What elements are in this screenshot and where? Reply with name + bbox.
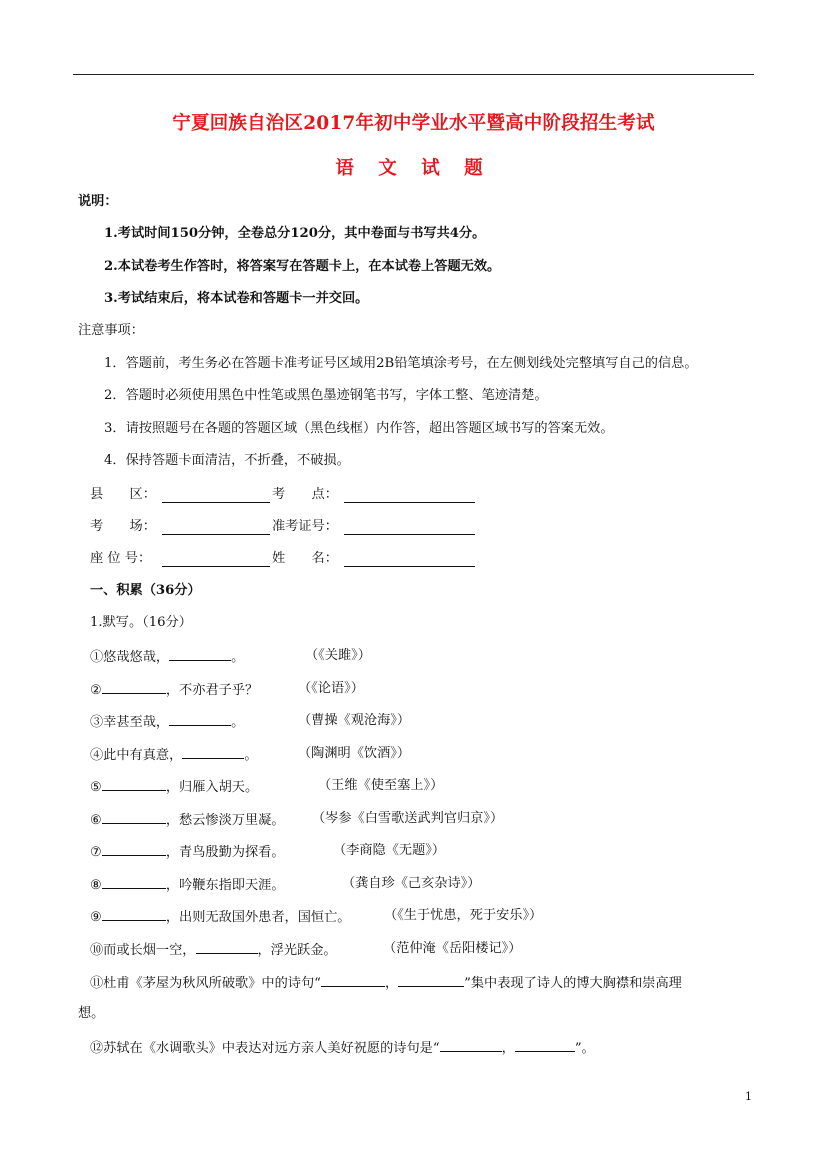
recite-item-3-source: （曹操《观沧海》） (298, 713, 411, 728)
seat-field[interactable] (162, 566, 270, 567)
recite-item-11-post: ”集中表现了诗人的博大胸襟和崇高理 (464, 976, 682, 991)
seat-label: 座 位 号： (90, 551, 152, 566)
recite-item-12-post: ”。 (574, 1041, 595, 1056)
recite-item-6-blank[interactable] (102, 810, 166, 824)
recite-item-7-source: （李商隐《无题》） (333, 843, 446, 858)
recite-item-8-blank[interactable] (102, 875, 166, 889)
recite-item-11-cont: 想。 (78, 1006, 105, 1021)
recite-item-6-pre: ⑥ (90, 813, 102, 828)
recite-item-1-source: （《关雎》） (305, 648, 371, 663)
recite-item-7-post: ，青鸟殷勤为探看。 (165, 845, 285, 860)
recite-item-4-pre: ④此中有真意， (90, 748, 183, 763)
recite-item-1 (90, 647, 244, 667)
site-label: 考 点： (272, 487, 338, 502)
recite-item-2 (90, 680, 258, 700)
room-field[interactable] (162, 534, 270, 535)
recite-item-6-post: ，愁云惨淡万里凝。 (165, 813, 285, 828)
recite-item-11-blank-2[interactable] (398, 973, 464, 987)
page-number: 1 (745, 1090, 752, 1103)
recite-item-3-blank[interactable] (169, 712, 231, 726)
recite-item-5-blank[interactable] (102, 777, 166, 791)
recite-item-9 (90, 907, 350, 927)
exam-subtitle: 语 文 试 题 (335, 158, 492, 179)
recite-item-8-post: ，吟鞭东指即天涯。 (165, 878, 285, 893)
ticket-label: 准考证号： (272, 519, 338, 534)
recite-item-2-source: （《论语》） (298, 681, 364, 696)
recite-item-9-post: ，出则无敌国外患者，国恒亡。 (165, 910, 351, 925)
recite-item-8-source: （龚自珍《己亥杂诗》） (342, 876, 481, 891)
recite-item-4-post: 。 (244, 748, 258, 763)
recite-item-5-pre: ⑤ (90, 780, 102, 795)
recite-item-6-source: （岑参《白雪歌送武判官归京》） (312, 811, 504, 826)
recite-item-5 (90, 777, 258, 797)
recite-item-9-pre: ⑨ (90, 910, 102, 925)
exam-title: 宁夏回族自治区2017年初中学业水平暨高中阶段招生考试 (172, 113, 655, 134)
note-item-1: 1．答题前，考生务必在答题卡准考证号区域用2B铅笔填涂考号，在左侧划线处完整填写自己的信息。 (104, 356, 698, 371)
notes-heading: 注意事项： (78, 323, 144, 338)
recite-item-1-blank[interactable] (169, 647, 231, 661)
room-label: 考 场： (90, 519, 156, 534)
county-label: 县 区： (90, 487, 156, 502)
name-label: 姓 名： (272, 551, 338, 566)
header-rule (73, 74, 754, 75)
recite-item-2-post: ，不亦君子乎？ (165, 683, 259, 698)
recite-item-5-source: （王维《使至塞上》） (318, 778, 444, 793)
recite-item-9-blank[interactable] (102, 907, 166, 921)
question-1: 1.默写。（16分） (90, 615, 192, 630)
recite-item-12-blank-1[interactable] (440, 1038, 502, 1052)
instruction-item-3: 3.考试结束后，将本试卷和答题卡一并交回。 (104, 291, 369, 306)
recite-item-2-pre: ② (90, 683, 102, 698)
recite-item-1-pre: ①悠哉悠哉， (90, 650, 170, 665)
recite-item-12 (90, 1038, 595, 1058)
recite-item-3 (90, 712, 244, 732)
recite-item-11 (90, 973, 682, 993)
recite-item-12-sep: ， (501, 1041, 515, 1056)
recite-item-6 (90, 810, 285, 830)
recite-item-4 (90, 745, 258, 765)
recite-item-7-pre: ⑦ (90, 845, 102, 860)
recite-item-10 (90, 940, 337, 960)
recite-item-11-blank-1[interactable] (321, 973, 385, 987)
recite-item-3-post: 。 (231, 715, 245, 730)
recite-item-7-blank[interactable] (102, 842, 166, 856)
instruction-item-2: 2.本试卷考生作答时，将答案写在答题卡上，在本试卷上答题无效。 (104, 259, 501, 274)
recite-item-8 (90, 875, 285, 895)
recite-item-10-blank[interactable] (196, 940, 258, 954)
recite-item-9-source: （《生于忧患，死于安乐》） (384, 908, 543, 923)
recite-item-1-post: 。 (231, 650, 245, 665)
recite-item-12-blank-2[interactable] (515, 1038, 575, 1052)
recite-item-11-pre: ⑪杜甫《茅屋为秋风所破歌》中的诗句“ (90, 976, 321, 991)
ticket-field[interactable] (344, 534, 475, 535)
recite-item-3-pre: ③幸甚至哉， (90, 715, 170, 730)
recite-item-4-blank[interactable] (182, 745, 244, 759)
recite-item-10-source: （范仲淹《岳阳楼记》） (383, 941, 522, 956)
county-field[interactable] (162, 502, 270, 503)
instruction-item-1: 1.考试时间150分钟，全卷总分120分，其中卷面与书写共4分。 (104, 226, 486, 241)
recite-item-7 (90, 842, 285, 862)
recite-item-8-pre: ⑧ (90, 878, 102, 893)
note-item-2: 2．答题时必须使用黑色中性笔或黑色墨迹钢笔书写，字体工整、笔迹清楚。 (104, 388, 548, 403)
section1-heading: 一、积累（36分） (90, 583, 201, 598)
recite-item-12-pre: ⑫苏轼在《水调歌头》中表达对远方亲人美好祝愿的诗句是“ (90, 1041, 440, 1056)
recite-item-4-source: （陶渊明《饮酒》） (298, 746, 411, 761)
instructions-heading: 说明： (78, 194, 118, 209)
note-item-3: 3．请按照题号在各题的答题区域（黑色线框）内作答，超出答题区域书写的答案无效。 (104, 421, 614, 436)
recite-item-10-post: ，浮光跃金。 (257, 943, 337, 958)
recite-item-5-post: ，归雁入胡天。 (165, 780, 259, 795)
name-field[interactable] (344, 566, 475, 567)
recite-item-2-blank[interactable] (102, 680, 166, 694)
site-field[interactable] (344, 502, 475, 503)
recite-item-10-pre: ⑩而或长烟一空， (90, 943, 196, 958)
note-item-4: 4．保持答题卡面清洁，不折叠，不破损。 (104, 453, 350, 468)
recite-item-11-sep: ， (384, 976, 399, 991)
